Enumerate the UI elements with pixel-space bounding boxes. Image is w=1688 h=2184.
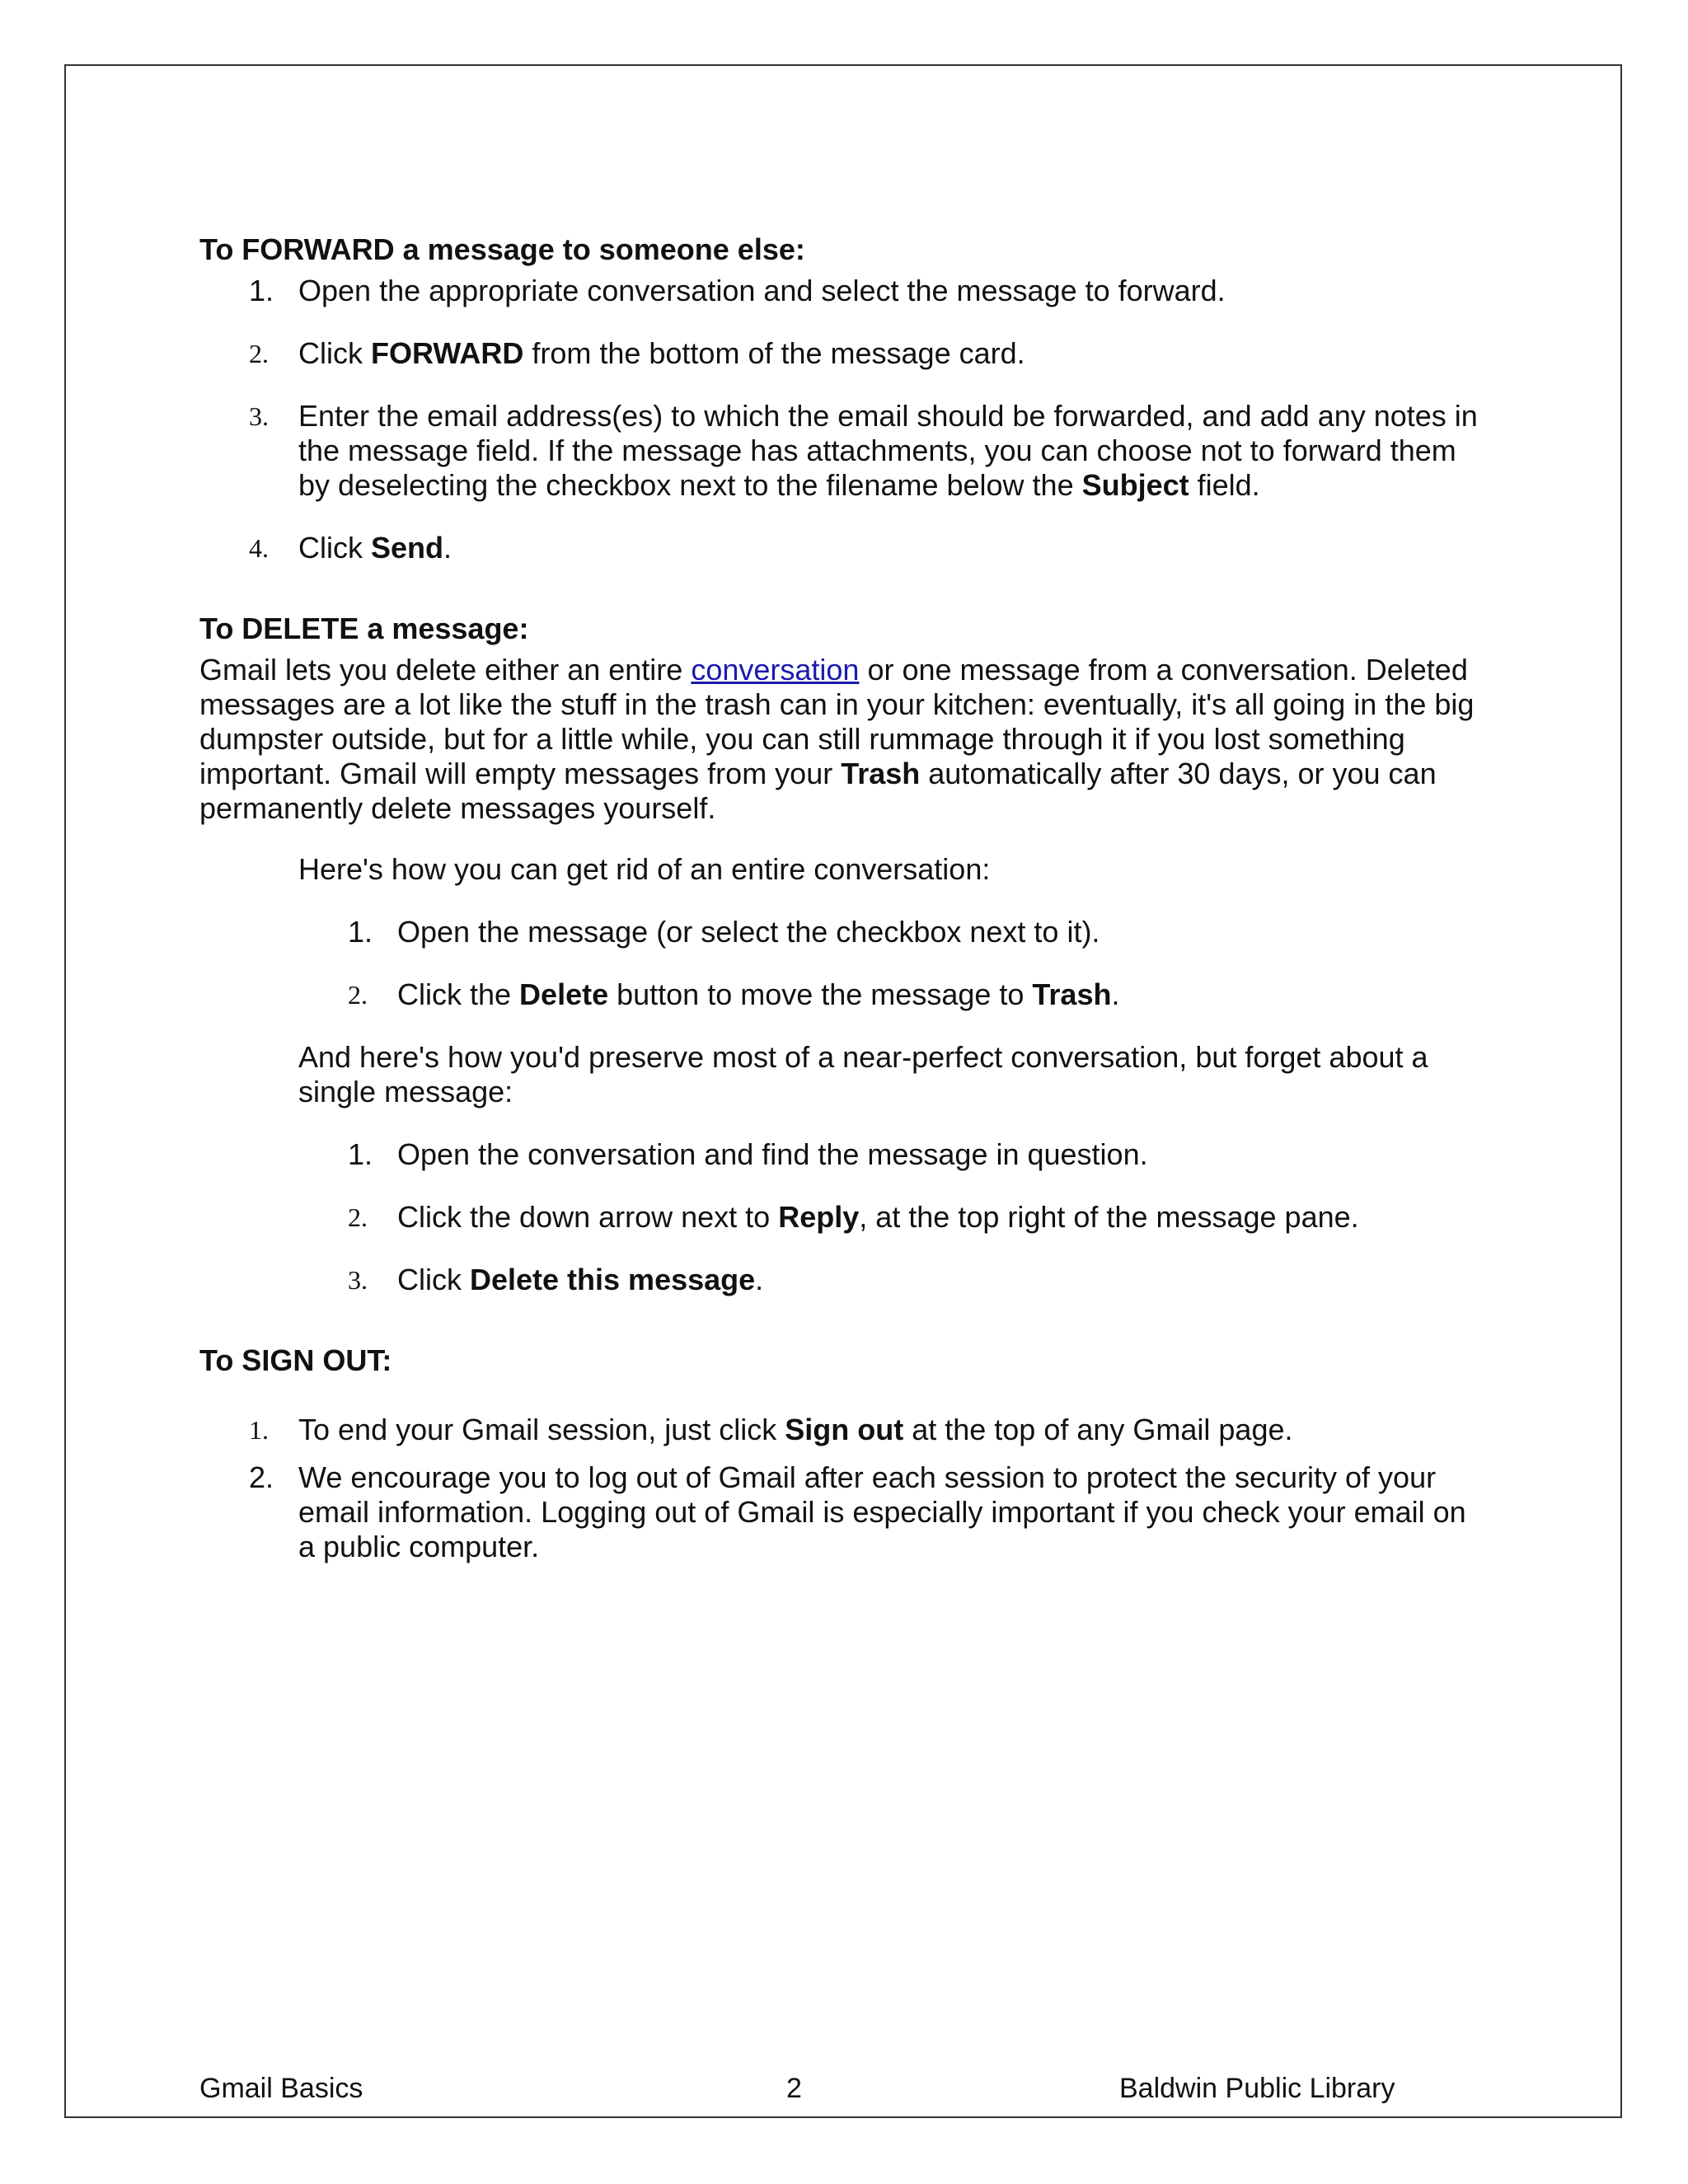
list-item: [199, 1263, 1518, 1297]
list-item: [199, 531, 1518, 565]
forward-button-label: FORWARD: [371, 336, 524, 370]
step-number: 1.: [348, 1137, 373, 1171]
step-text: .: [755, 1263, 764, 1296]
footer-right: Baldwin Public Library: [1119, 2073, 1395, 2104]
list-item: [199, 1460, 1518, 1564]
list-item: [199, 1200, 1518, 1235]
step-text: .: [1111, 977, 1120, 1011]
list-item: [199, 1137, 1518, 1172]
step-text: button to move the message to: [608, 977, 1033, 1011]
trash-label: Trash: [841, 757, 921, 790]
entire-conversation-steps: [199, 915, 1518, 1012]
subject-field-label: Subject: [1081, 468, 1189, 502]
delete-intro: [199, 653, 1518, 826]
step-number: 3.: [249, 401, 269, 431]
footer-page-number: 2: [786, 2073, 802, 2104]
step-text: at the top of any Gmail page.: [903, 1413, 1293, 1446]
forward-steps: [199, 274, 1518, 565]
step-text: To end your Gmail session, just click: [298, 1413, 785, 1446]
delete-this-message-label: Delete this message: [470, 1263, 756, 1296]
forward-heading: To FORWARD a message to someone else:: [199, 232, 805, 266]
step-text: from the bottom of the message card.: [523, 336, 1025, 370]
document-body: [199, 232, 1518, 1564]
step-number: 4.: [249, 533, 269, 563]
intro-text: Gmail lets you delete either an entire: [199, 653, 692, 687]
list-item: [199, 399, 1518, 503]
step-number: 1.: [249, 1415, 269, 1445]
step-number: 1.: [249, 274, 274, 307]
send-button-label: Send: [371, 531, 444, 565]
step-text: Click: [298, 336, 371, 370]
list-item: [199, 1413, 1518, 1447]
step-text: Click the down arrow next to: [397, 1200, 779, 1234]
footer-left: Gmail Basics: [199, 2073, 363, 2104]
list-item: [199, 915, 1518, 949]
step-text: .: [443, 531, 452, 565]
delete-heading: To DELETE a message:: [199, 612, 529, 645]
sign-out-label: Sign out: [785, 1413, 904, 1446]
intro-text: automatically after 30 days, or you can permanently delete messages yourself.: [199, 757, 1437, 825]
step-text: Enter the email address(es) to which the email should be forwarded, and add any notes in the message field. If the message has attachments, you can choose not to forward them by deselecting the checkbox next to the filename below the: [298, 399, 1478, 502]
step-text: We encourage you to log out of Gmail after each session to protect the security of your email information. Logging out of Gmail is especially important if you check your email on a public computer.: [298, 1460, 1466, 1563]
step-text: , at the top right of the message pane.: [859, 1200, 1359, 1234]
list-item: [199, 274, 1518, 308]
step-text: Click: [298, 531, 371, 565]
step-number: 2.: [348, 1202, 368, 1232]
conversation-link[interactable]: conversation: [691, 653, 860, 687]
trash-label: Trash: [1032, 977, 1112, 1011]
step-text: Click the: [397, 977, 520, 1011]
step-number: 2.: [249, 339, 269, 368]
step-text: Open the conversation and find the message in question.: [397, 1137, 1148, 1171]
step-number: 1.: [348, 915, 373, 949]
list-item: [199, 336, 1518, 371]
step-number: 2.: [348, 980, 368, 1010]
single-message-steps: [199, 1137, 1518, 1297]
step-number: 3.: [348, 1265, 368, 1295]
intro-text: or one message from a conversation. Deleted messages are a lot like the stuff in the trash can in your kitchen: eventually, it's all going in the big dumpster outside, but for a little while, you can still rummage through it if you lost something important. Gmail will empty messages from your: [199, 653, 1475, 790]
step-text: field.: [1189, 468, 1260, 502]
step-number: 2.: [249, 1460, 274, 1494]
signout-heading: To SIGN OUT:: [199, 1343, 392, 1377]
entire-conversation-intro: Here's how you can get rid of an entire conversation:: [298, 852, 991, 886]
step-text: Click: [397, 1263, 470, 1296]
list-item: [199, 977, 1518, 1012]
step-text: Open the appropriate conversation and select the message to forward.: [298, 274, 1226, 307]
single-message-intro: And here's how you'd preserve most of a near-perfect conversation, but forget about a single message:: [298, 1040, 1428, 1108]
signout-steps: [199, 1413, 1518, 1564]
delete-button-label: Delete: [519, 977, 609, 1011]
reply-button-label: Reply: [778, 1200, 860, 1234]
step-text: Open the message (or select the checkbox next to it).: [397, 915, 1100, 949]
